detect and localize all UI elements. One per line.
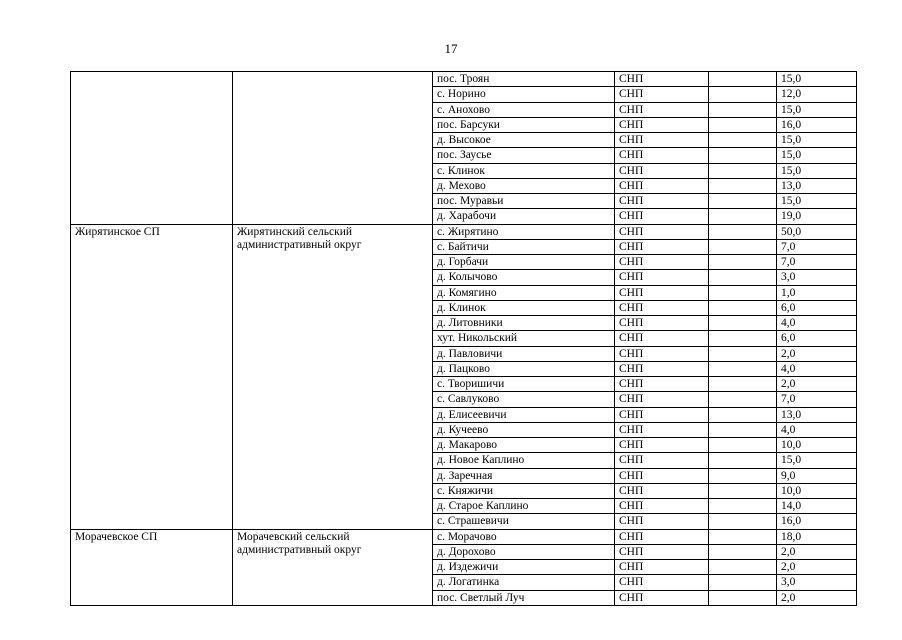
- empty-cell: [709, 255, 777, 270]
- empty-cell: [709, 209, 777, 224]
- table-body: [71, 72, 857, 606]
- settlement-type-cell: СНП: [615, 438, 709, 453]
- settlements-table: [70, 71, 857, 606]
- district-cell: [233, 72, 433, 225]
- empty-cell: [709, 316, 777, 331]
- page-number: 17: [444, 41, 458, 56]
- empty-cell: [709, 483, 777, 498]
- empty-cell: [709, 178, 777, 193]
- settlement-name-cell: д. Логатинка: [433, 575, 615, 590]
- value-cell: 15,0: [777, 72, 857, 87]
- value-cell: 2,0: [777, 544, 857, 559]
- empty-cell: [709, 392, 777, 407]
- value-cell: 15,0: [777, 453, 857, 468]
- value-cell: 50,0: [777, 224, 857, 239]
- value-cell: 7,0: [777, 255, 857, 270]
- settlement-type-cell: СНП: [615, 407, 709, 422]
- settlement-type-cell: СНП: [615, 346, 709, 361]
- value-cell: 15,0: [777, 163, 857, 178]
- empty-cell: [709, 148, 777, 163]
- settlement-name-cell: с. Савлуково: [433, 392, 615, 407]
- settlement-type-cell: СНП: [615, 377, 709, 392]
- settlement-name-cell: пос. Светлый Луч: [433, 590, 615, 605]
- value-cell: 6,0: [777, 331, 857, 346]
- district-cell: Морачевский сельский административный округ: [233, 529, 433, 605]
- settlement-type-cell: СНП: [615, 300, 709, 315]
- empty-cell: [709, 438, 777, 453]
- empty-cell: [709, 453, 777, 468]
- settlement-name-cell: с. Байтичи: [433, 239, 615, 254]
- settlement-type-cell: СНП: [615, 239, 709, 254]
- value-cell: 10,0: [777, 483, 857, 498]
- settlement-name-cell: д. Комягино: [433, 285, 615, 300]
- empty-cell: [709, 544, 777, 559]
- settlement-name-cell: д. Издежичи: [433, 560, 615, 575]
- settlement-type-cell: СНП: [615, 117, 709, 132]
- empty-cell: [709, 361, 777, 376]
- settlement-type-cell: СНП: [615, 270, 709, 285]
- value-cell: 6,0: [777, 300, 857, 315]
- settlement-name-cell: д. Макарово: [433, 438, 615, 453]
- value-cell: 10,0: [777, 438, 857, 453]
- settlement-name-cell: с. Анохово: [433, 102, 615, 117]
- value-cell: 3,0: [777, 575, 857, 590]
- settlement-type-cell: СНП: [615, 483, 709, 498]
- empty-cell: [709, 514, 777, 529]
- empty-cell: [709, 239, 777, 254]
- settlement-type-cell: СНП: [615, 544, 709, 559]
- empty-cell: [709, 575, 777, 590]
- value-cell: 4,0: [777, 316, 857, 331]
- value-cell: 15,0: [777, 102, 857, 117]
- settlement-type-cell: СНП: [615, 316, 709, 331]
- municipality-cell: [71, 72, 233, 225]
- settlement-type-cell: СНП: [615, 163, 709, 178]
- settlement-type-cell: СНП: [615, 178, 709, 193]
- value-cell: 13,0: [777, 178, 857, 193]
- municipality-cell: Морачевское СП: [71, 529, 233, 605]
- value-cell: 4,0: [777, 361, 857, 376]
- empty-cell: [709, 331, 777, 346]
- settlement-type-cell: СНП: [615, 392, 709, 407]
- value-cell: 18,0: [777, 529, 857, 544]
- settlement-name-cell: д. Старое Каплино: [433, 499, 615, 514]
- empty-cell: [709, 468, 777, 483]
- settlement-name-cell: с. Клинок: [433, 163, 615, 178]
- table-row: [71, 529, 857, 544]
- value-cell: 12,0: [777, 87, 857, 102]
- value-cell: 7,0: [777, 392, 857, 407]
- value-cell: 16,0: [777, 117, 857, 132]
- value-cell: 13,0: [777, 407, 857, 422]
- empty-cell: [709, 377, 777, 392]
- settlement-type-cell: СНП: [615, 194, 709, 209]
- settlement-name-cell: д. Пацково: [433, 361, 615, 376]
- value-cell: 2,0: [777, 377, 857, 392]
- settlement-type-cell: СНП: [615, 468, 709, 483]
- value-cell: 15,0: [777, 133, 857, 148]
- settlement-type-cell: СНП: [615, 590, 709, 605]
- settlement-name-cell: пос. Заусье: [433, 148, 615, 163]
- value-cell: 2,0: [777, 590, 857, 605]
- settlement-type-cell: СНП: [615, 148, 709, 163]
- settlement-name-cell: с. Норино: [433, 87, 615, 102]
- settlement-type-cell: СНП: [615, 422, 709, 437]
- settlement-type-cell: СНП: [615, 499, 709, 514]
- value-cell: 15,0: [777, 148, 857, 163]
- empty-cell: [709, 590, 777, 605]
- settlement-type-cell: СНП: [615, 255, 709, 270]
- settlement-name-cell: д. Кучеево: [433, 422, 615, 437]
- value-cell: 14,0: [777, 499, 857, 514]
- settlement-name-cell: д. Мехово: [433, 178, 615, 193]
- settlement-name-cell: д. Новое Каплино: [433, 453, 615, 468]
- empty-cell: [709, 422, 777, 437]
- settlement-type-cell: СНП: [615, 87, 709, 102]
- settlement-type-cell: СНП: [615, 72, 709, 87]
- value-cell: 2,0: [777, 346, 857, 361]
- empty-cell: [709, 300, 777, 315]
- empty-cell: [709, 529, 777, 544]
- settlement-name-cell: д. Елисеевичи: [433, 407, 615, 422]
- value-cell: 1,0: [777, 285, 857, 300]
- settlement-name-cell: д. Колычово: [433, 270, 615, 285]
- value-cell: 2,0: [777, 560, 857, 575]
- settlement-name-cell: хут. Никольский: [433, 331, 615, 346]
- value-cell: 15,0: [777, 194, 857, 209]
- settlement-type-cell: СНП: [615, 285, 709, 300]
- settlement-name-cell: с. Творишичи: [433, 377, 615, 392]
- settlement-name-cell: пос. Троян: [433, 72, 615, 87]
- district-cell: Жирятинский сельский административный округ: [233, 224, 433, 529]
- empty-cell: [709, 346, 777, 361]
- settlement-type-cell: СНП: [615, 209, 709, 224]
- settlement-name-cell: с. Жирятино: [433, 224, 615, 239]
- settlement-type-cell: СНП: [615, 102, 709, 117]
- empty-cell: [709, 87, 777, 102]
- settlement-name-cell: д. Литовники: [433, 316, 615, 331]
- value-cell: 7,0: [777, 239, 857, 254]
- empty-cell: [709, 270, 777, 285]
- settlement-name-cell: с. Страшевичи: [433, 514, 615, 529]
- empty-cell: [709, 407, 777, 422]
- empty-cell: [709, 117, 777, 132]
- value-cell: 9,0: [777, 468, 857, 483]
- settlement-name-cell: д. Павловичи: [433, 346, 615, 361]
- settlement-name-cell: д. Высокое: [433, 133, 615, 148]
- empty-cell: [709, 499, 777, 514]
- settlement-type-cell: СНП: [615, 575, 709, 590]
- value-cell: 4,0: [777, 422, 857, 437]
- table-row: [71, 224, 857, 239]
- empty-cell: [709, 224, 777, 239]
- empty-cell: [709, 285, 777, 300]
- value-cell: 19,0: [777, 209, 857, 224]
- settlement-type-cell: СНП: [615, 224, 709, 239]
- settlement-type-cell: СНП: [615, 133, 709, 148]
- empty-cell: [709, 194, 777, 209]
- empty-cell: [709, 133, 777, 148]
- municipality-cell: Жирятинское СП: [71, 224, 233, 529]
- empty-cell: [709, 72, 777, 87]
- settlement-type-cell: СНП: [615, 560, 709, 575]
- settlement-name-cell: д. Дорохово: [433, 544, 615, 559]
- settlement-name-cell: д. Горбачи: [433, 255, 615, 270]
- settlement-type-cell: СНП: [615, 453, 709, 468]
- settlement-type-cell: СНП: [615, 529, 709, 544]
- settlement-name-cell: пос. Муравьи: [433, 194, 615, 209]
- settlement-type-cell: СНП: [615, 361, 709, 376]
- settlement-name-cell: с. Княжичи: [433, 483, 615, 498]
- settlement-name-cell: с. Морачово: [433, 529, 615, 544]
- empty-cell: [709, 102, 777, 117]
- empty-cell: [709, 560, 777, 575]
- settlement-type-cell: СНП: [615, 331, 709, 346]
- value-cell: 3,0: [777, 270, 857, 285]
- settlement-name-cell: д. Харабочи: [433, 209, 615, 224]
- settlement-name-cell: д. Клинок: [433, 300, 615, 315]
- settlement-name-cell: пос. Барсуки: [433, 117, 615, 132]
- settlement-name-cell: д. Заречная: [433, 468, 615, 483]
- value-cell: 16,0: [777, 514, 857, 529]
- table-row: [71, 72, 857, 87]
- empty-cell: [709, 163, 777, 178]
- settlement-type-cell: СНП: [615, 514, 709, 529]
